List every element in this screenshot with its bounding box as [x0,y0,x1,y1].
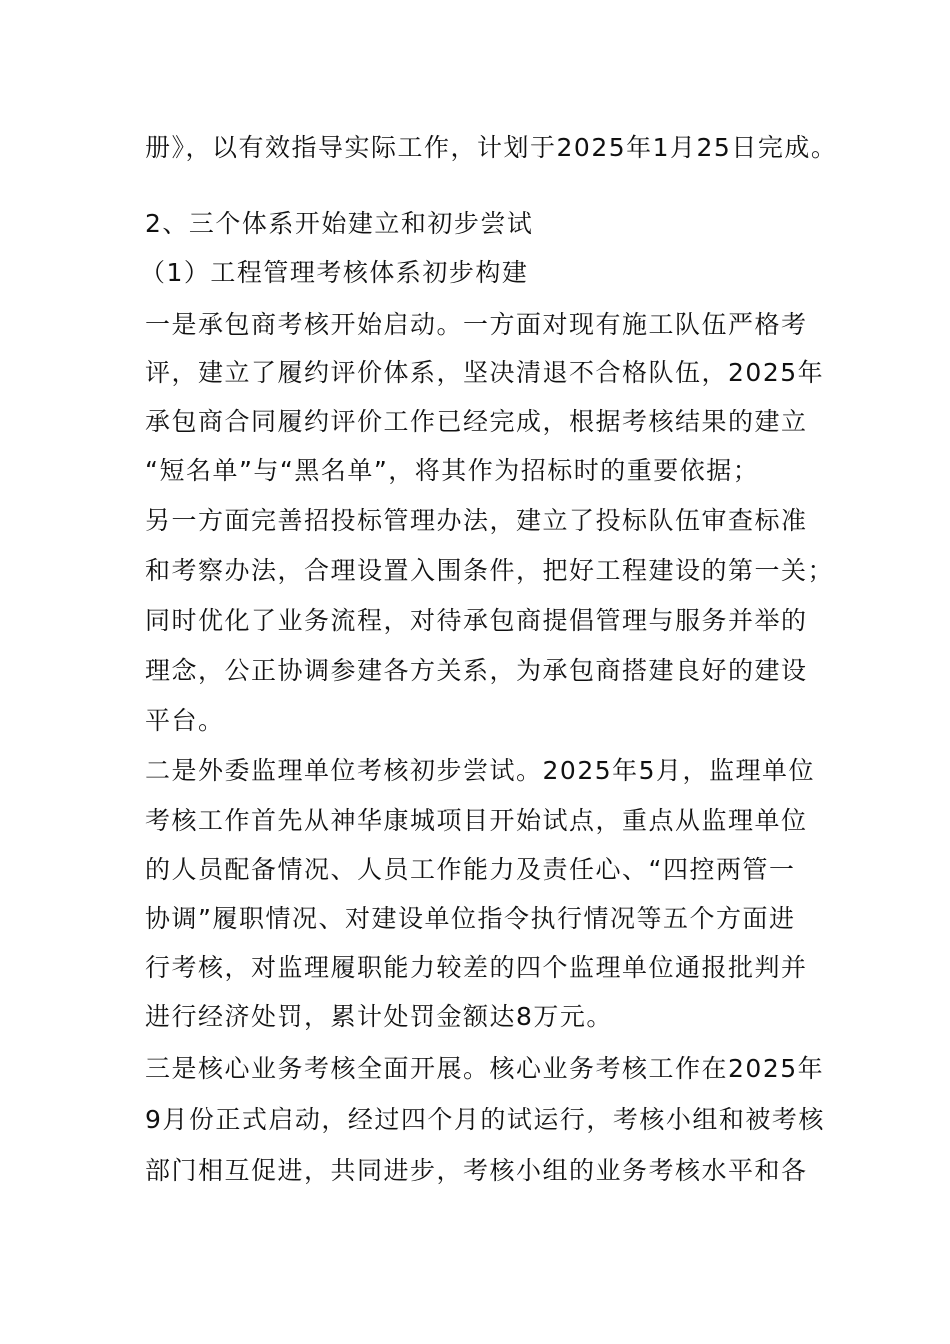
text-line: 同时优化了业务流程，对待承包商提倡管理与服务并举的 [145,606,808,635]
text-line: 考核工作首先从神华康城项目开始试点，重点从监理单位 [145,806,808,835]
text-line: 进行经济处罚，累计处罚金额达8万元。 [145,1002,613,1031]
text-line: 承包商合同履约评价工作已经完成，根据考核结果的建立 [145,407,808,436]
subsection-heading: （1）工程管理考核体系初步构建 [140,258,529,287]
text-line: 一是承包商考核开始启动。一方面对现有施工队伍严格考 [145,310,808,339]
text-line: 二是外委监理单位考核初步尝试。2025年5月，监理单位 [145,756,816,785]
text-line: 平台。 [145,706,225,735]
text-line: 评，建立了履约评价体系，坚决清退不合格队伍，2025年 [145,358,825,387]
text-line: 协调”履职情况、对建设单位指令执行情况等五个方面进 [145,904,796,933]
text-line: 的人员配备情况、人员工作能力及责任心、“四控两管一 [145,855,796,884]
text-line: 三是核心业务考核全面开展。核心业务考核工作在2025年 [145,1054,825,1083]
text-line: 另一方面完善招投标管理办法，建立了投标队伍审查标准 [145,506,808,535]
text-line: 册》，以有效指导实际工作，计划于2025年1月25日完成。 [145,133,838,162]
text-line: 和考察办法，合理设置入围条件，把好工程建设的第一关； [145,556,835,585]
text-line: 9月份正式启动，经过四个月的试运行，考核小组和被考核 [145,1105,825,1134]
text-line: 部门相互促进，共同进步，考核小组的业务考核水平和各 [145,1156,808,1185]
text-line: 理念，公正协调参建各方关系，为承包商搭建良好的建设 [145,656,808,685]
text-line: 行考核，对监理履职能力较差的四个监理单位通报批判并 [145,953,808,982]
text-line: “短名单”与“黑名单”，将其作为招标时的重要依据； [145,456,760,485]
section-heading: 2、三个体系开始建立和初步尝试 [145,209,534,238]
